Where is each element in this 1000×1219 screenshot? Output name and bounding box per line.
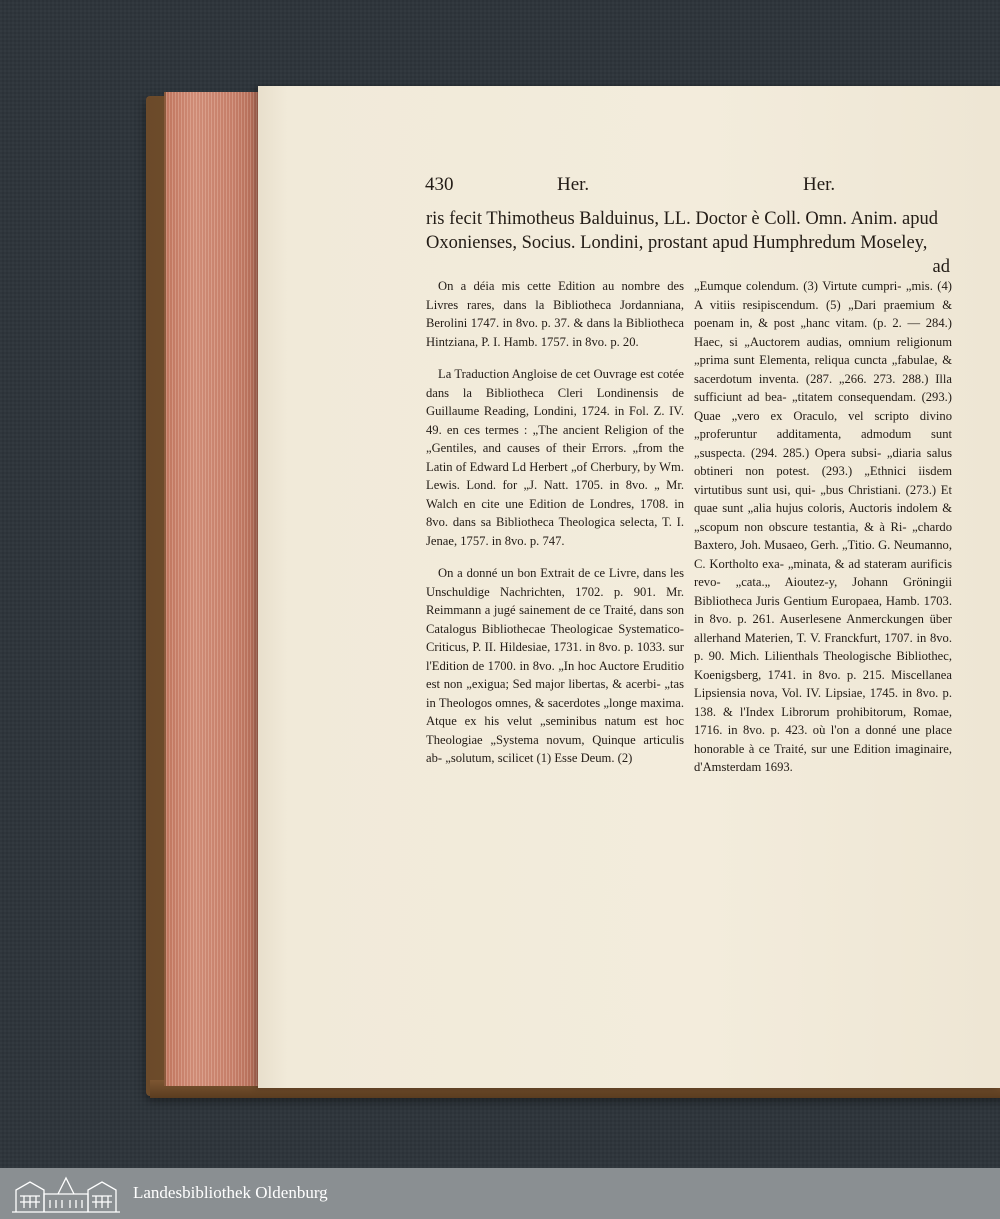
paragraph: On a donné un bon Extrait de ce Livre, dans les Unschuldige Nachrichten, 1702. p. 901. Mr. Reimmann a jugé sainement de ce Traité, dans son Catalogus Bibliothecae Theologicae Systematico-Criticus, P. II. Hildesiae, 1731. in 8vo. p. 1033. sur l'Edition de 1700. in 8vo. „In hoc Auctore Eruditio est non „exigua; Sed major libertas, & acerbi- „tas in Theologos omnes, & sacerdotes „longe maxima. Atque ex his velut „seminibus natum est hoc Theologiae „Systema novum, Quinque articulis ab- „solutum, scilicet (1) Esse Deum. (2) bbox=[426, 566, 684, 765]
library-footer-bar bbox=[0, 1168, 1000, 1219]
page-block-edges bbox=[164, 92, 262, 1086]
running-head-right: Her. bbox=[803, 174, 836, 195]
right-column bbox=[694, 277, 952, 791]
paragraph: La Traduction Angloise de cet Ouvrage est cotée dans la Bibliotheca Cleri Londinensis de Guillaume Reading, Londini, 1724. in Fol. Z. IV. 49. en ces termes : „The ancient Religion of the „Gentiles, and causes of their Errors. „from the Latin of Edward Ld Herbert „of Cherbury, by Wm. Lewis. Lond. for „J. Natt. 1705. in 8vo. „ Mr. Walch en cite une Edition de Londres, 1708. in 8vo. dans sa Bibliotheca Theologica selecta, T. I. Jenae, 1757. in 8vo. p. 747. bbox=[426, 367, 684, 548]
page-number: 430 bbox=[425, 174, 454, 195]
title-line: Oxonienses, Socius. Londini, prostant apud Humphredum Moseley, bbox=[426, 233, 928, 253]
paragraph: „Eumque colendum. (3) Virtute cumpri- „mis. (4) A vitiis resipiscendum. (5) „Dari praemium & poenam in, & post „hanc vitam. (p. 2. — 284.) Haec, si „Auctorem audias, omnium religionum „prima sunt Elementa, reliqua cuncta „fabulae, & sacerdotum inventa. (287. „266. 273. 288.) Illa sufficiunt ad bea- „titatem consequendam. (293.) Quae „vero ex Oraculo, vel scripto divino „proferuntur additamenta, admodum sunt „suspecta. (294. 285.) Opera subsi- „diaria salus obtineri non potest. (293.) „Ethnici iisdem virtutibus sunt usi, qui- „bus Christiani. (273.) Et quae sunt „alia hujus coloris, Auctoris indolem & „scopum non obscure testantia, & à Ri- „chardo Baxtero, Joh. Musaeo, Gerh. „Titio. G. Neumanno, C. Kortholto exa- „minata, & ad stateram aurificis revo- „cata.„ Aioutez-y, Johann Gröningii Bibliotheca Juris Gentium Europaea, Hamb. 1703. in 8vo. p. 261. Auserlesene Anmerckungen über allerhand Materien, T. V. Franckfurt, 1707. in 8vo. p. 90. Mich. Lilienthals Theologische Bibliothec, Koenigsberg, 1741. in 8vo. p. 215. Miscellanea Lipsiensia nova, Vol. IV. Lipsiae, 1745. in 8vo. p. 138. & l'Index Librorum prohibitorum, Romae, 1716. in 8vo. p. 423. où l'on a donné une place honorable à ce Traité, sur une Edition imaginaire, d'Amsterdam 1693. bbox=[694, 279, 952, 774]
library-name: Landesbibliothek Oldenburg bbox=[133, 1183, 328, 1202]
continued-title-text bbox=[426, 207, 950, 279]
catchword: ad bbox=[932, 257, 950, 277]
title-line: ris fecit Thimotheus Balduinus, LL. Doctor è Coll. Omn. Anim. apud bbox=[426, 209, 938, 229]
left-column bbox=[426, 277, 684, 782]
library-building-logo-icon bbox=[10, 1174, 122, 1214]
paragraph: On a déia mis cette Edition au nombre des Livres rares, dans la Bibliotheca Jordanniana, Berolini 1747. in 8vo. p. 37. & dans la Bibliotheca Hintziana, P. I. Hamb. 1757. in 8vo. p. 20. bbox=[426, 279, 684, 349]
running-head bbox=[425, 174, 985, 198]
running-head-left: Her. bbox=[557, 174, 590, 195]
